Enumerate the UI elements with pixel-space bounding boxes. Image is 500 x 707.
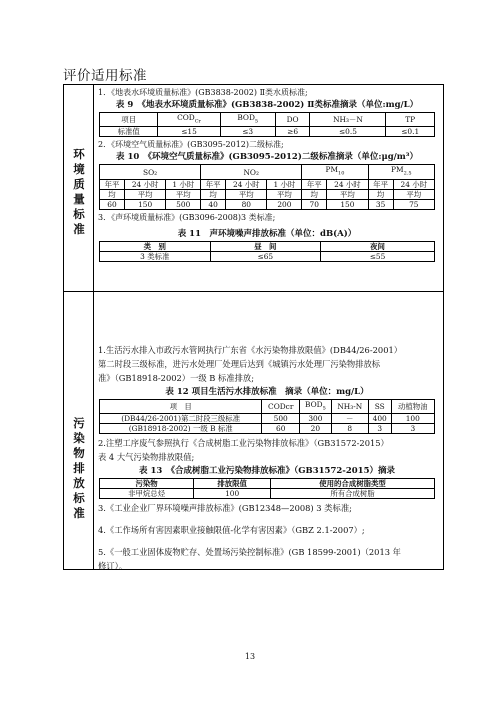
t10-value: 500 xyxy=(166,199,201,209)
emission-label xyxy=(69,416,89,521)
label-char: 标 xyxy=(73,491,85,505)
t12-cell: 3 xyxy=(368,424,391,434)
t12-header: CODcr xyxy=(262,400,300,414)
label-char: 放 xyxy=(73,476,85,490)
table-9-caption: 表 9 《地表水环境质量标准》(GB3838-2002) Ⅱ类标准摘录（单位:mg/L） xyxy=(115,100,419,110)
cod-sub: Cr xyxy=(194,118,201,125)
t12-cell: 3 xyxy=(391,424,434,434)
t10-sub: 年平 xyxy=(100,179,125,189)
t11-cell: 3 类标准 xyxy=(100,251,211,261)
label-char: 质 xyxy=(73,177,85,191)
t12-header: NH₃-N xyxy=(331,400,368,414)
t12-cell: 100 xyxy=(391,414,434,424)
t9-header: NH₃－N xyxy=(310,113,386,127)
t10-sub: 年平 xyxy=(201,179,226,189)
t10-value: 75 xyxy=(393,199,434,209)
pm-text: PM xyxy=(391,165,404,175)
t12-cell: 300 xyxy=(300,414,332,424)
t12-row-label: (DB44/26-2001)第二时段三级标准 xyxy=(100,414,262,424)
t10-sub: 平均 xyxy=(393,189,434,199)
t10-sub: 24 小时 xyxy=(124,179,165,189)
emis-item-4: 4.《工作场所有害因素职业接触限值-化学有害因素》（GBZ 2.1-2007）; xyxy=(98,525,365,536)
t11-header: 夜间 xyxy=(321,241,435,251)
t11-header: 类 别 xyxy=(100,241,211,251)
t10-value: 70 xyxy=(302,199,327,209)
t10-sub: 均 xyxy=(302,189,327,199)
t13-header: 排放限值 xyxy=(194,479,271,489)
t13-header: 污染物 xyxy=(100,479,194,489)
t11-cell: ≤55 xyxy=(321,251,435,261)
section-title: 评价适用标准 xyxy=(63,68,147,84)
t10-sub: 平均 xyxy=(124,189,165,199)
label-char: 排 xyxy=(73,461,85,475)
bod-text: BOD xyxy=(237,113,255,122)
table-12-caption: 表 12 项目生活污水排放标准 摘录（单位：mg/L） xyxy=(165,387,369,397)
label-char: 环 xyxy=(73,147,85,161)
env-item-3: 3．《声环境质量标准》(GB3096-2008)3 类标准; xyxy=(98,212,276,222)
env-quality-label xyxy=(69,147,89,237)
t9-cell: ≤15 xyxy=(158,127,220,137)
emis-para-1-line-1: 1.生活污水排入市政污水管网执行广东省《水污染物排放限值》(DB44/26-2001） xyxy=(98,345,403,355)
label-char: 境 xyxy=(73,162,85,176)
emis-item-3: 3.《工业企业厂界环境噪声排放标准》(GB12348—2008) 3 类标准; xyxy=(98,503,352,514)
t12-cell: 8 xyxy=(331,424,368,434)
t12-cell: 60 xyxy=(262,424,300,434)
table-13 xyxy=(99,478,435,499)
page-number: 13 xyxy=(244,652,256,661)
t10-group: NO₂ xyxy=(201,165,302,179)
t10-group: SO₂ xyxy=(100,165,201,179)
t12-cell: 500 xyxy=(262,414,300,424)
t10-sub: 均 xyxy=(100,189,125,199)
env-item-1: 1．《地表水环境质量标准》(GB3838-2002) Ⅱ类水质标准; xyxy=(98,88,308,97)
env-quality-content xyxy=(94,87,440,262)
emission-content xyxy=(94,343,440,573)
t10-group-pm25 xyxy=(368,165,434,179)
label-char: 染 xyxy=(73,431,85,445)
t10-value: 40 xyxy=(201,199,226,209)
bod-text: BOD xyxy=(305,400,323,409)
t10-value: 60 xyxy=(100,199,125,209)
t9-cell: ≥6 xyxy=(275,127,310,137)
t9-header: TP xyxy=(386,113,435,127)
t13-cell: 100 xyxy=(194,489,271,499)
bod-sub: 5 xyxy=(322,405,326,412)
t9-cell: ≤0.5 xyxy=(310,127,386,137)
table-9 xyxy=(99,112,435,137)
pm25-sub: 2.5 xyxy=(403,170,412,177)
env-item-2: 2．《环境空气质量标准》(GB3095-2012)二级标准; xyxy=(98,140,284,150)
t10-sub: 24 小时 xyxy=(226,179,267,189)
t10-sub: 平均 xyxy=(267,189,302,199)
label-char: 污 xyxy=(73,416,85,430)
t10-sub: 平均 xyxy=(166,189,201,199)
table-10 xyxy=(99,164,435,209)
t12-header-bod xyxy=(300,400,332,414)
emis-para-2-line-2: 表 4 大气污染物排放限值; xyxy=(98,452,195,463)
bod-sub: 5 xyxy=(254,118,259,125)
standards-frame xyxy=(63,84,444,570)
table-12 xyxy=(99,399,435,434)
row-divider xyxy=(64,291,443,292)
label-char: 准 xyxy=(73,506,85,520)
t10-value: 150 xyxy=(327,199,368,209)
t12-cell: 20 xyxy=(300,424,332,434)
emis-para-1-line-2: 第二时段三级标准，进污水处理厂处理后达到《城镇污水处理厂污染物排放标 xyxy=(98,359,381,369)
t10-sub: 平均 xyxy=(226,189,267,199)
t9-header-cod xyxy=(158,113,220,127)
t10-sub: 24 小时 xyxy=(393,179,434,189)
table-10-caption: 表 10 《环境空气质量标准》(GB3095-2012)二级标准摘录（单位:μg/m³） xyxy=(116,152,418,163)
t10-sub: 年平 xyxy=(368,179,393,189)
t10-sub: 均 xyxy=(201,189,226,199)
emis-item-5-line-2: 修订）。 xyxy=(98,561,128,572)
t9-cell: ≤3 xyxy=(220,127,275,137)
t13-header: 使用的合成树脂类型 xyxy=(271,479,435,489)
emis-item-5-line-1: 5.《一般工业固体废物贮存、处置场污染控制标准》(GB 18599-2001)（2013 年 xyxy=(98,547,401,558)
t9-cell: ≤0.1 xyxy=(386,127,435,137)
t12-header: 项 目 xyxy=(100,400,262,414)
t10-value: 80 xyxy=(226,199,267,209)
t10-sub: 平均 xyxy=(327,189,368,199)
label-char: 标 xyxy=(73,207,85,221)
t11-cell: ≤65 xyxy=(210,251,321,261)
t12-header: SS xyxy=(368,400,391,414)
table-11 xyxy=(99,241,435,262)
t10-sub: 年平 xyxy=(302,179,327,189)
t12-header: 动植物油 xyxy=(391,400,434,414)
t9-header-bod xyxy=(220,113,275,127)
pm-text: PM xyxy=(325,165,339,175)
t9-header: DO xyxy=(275,113,310,127)
table-13-caption: 表 13 《合成树脂工业污染物排放标准》（GB31572-2015）摘录 xyxy=(139,466,395,477)
t10-sub: 均 xyxy=(368,189,393,199)
t12-row-label: (GB18918-2002) 一级 B 标准 xyxy=(100,424,262,434)
t10-value: 150 xyxy=(124,199,165,209)
label-char: 量 xyxy=(73,192,85,206)
t12-cell: 400 xyxy=(368,414,391,424)
t10-group-pm10 xyxy=(302,165,368,179)
label-char: 物 xyxy=(73,446,85,460)
t10-value: 35 xyxy=(368,199,393,209)
table-11-caption: 表 11 声环境噪声排放标准（单位：dB(A)） xyxy=(177,228,357,239)
emis-para-2-line-1: 2.注塑工序废气参照执行《合成树脂工业污染物排放标准》（GB31572-2015） xyxy=(98,438,389,449)
t11-header: 昼 间 xyxy=(210,241,321,251)
pm10-sub: 10 xyxy=(338,170,345,177)
cod-text: COD xyxy=(177,113,195,122)
t10-value: 200 xyxy=(267,199,302,209)
t9-row-label: 标准值 xyxy=(100,127,158,137)
t10-sub: 1 小时 xyxy=(166,179,201,189)
t12-cell: － xyxy=(331,414,368,424)
t10-sub: 24 小时 xyxy=(327,179,368,189)
emis-para-1-line-3: 准》（GB18918-2002）一级 B 标准排放; xyxy=(98,373,255,383)
t10-sub: 1 小时 xyxy=(267,179,302,189)
t13-cell: 所有合成树脂 xyxy=(271,489,435,499)
t13-cell: 非甲烷总烃 xyxy=(100,489,194,499)
t9-header: 项目 xyxy=(100,113,158,127)
label-char: 准 xyxy=(73,222,85,236)
